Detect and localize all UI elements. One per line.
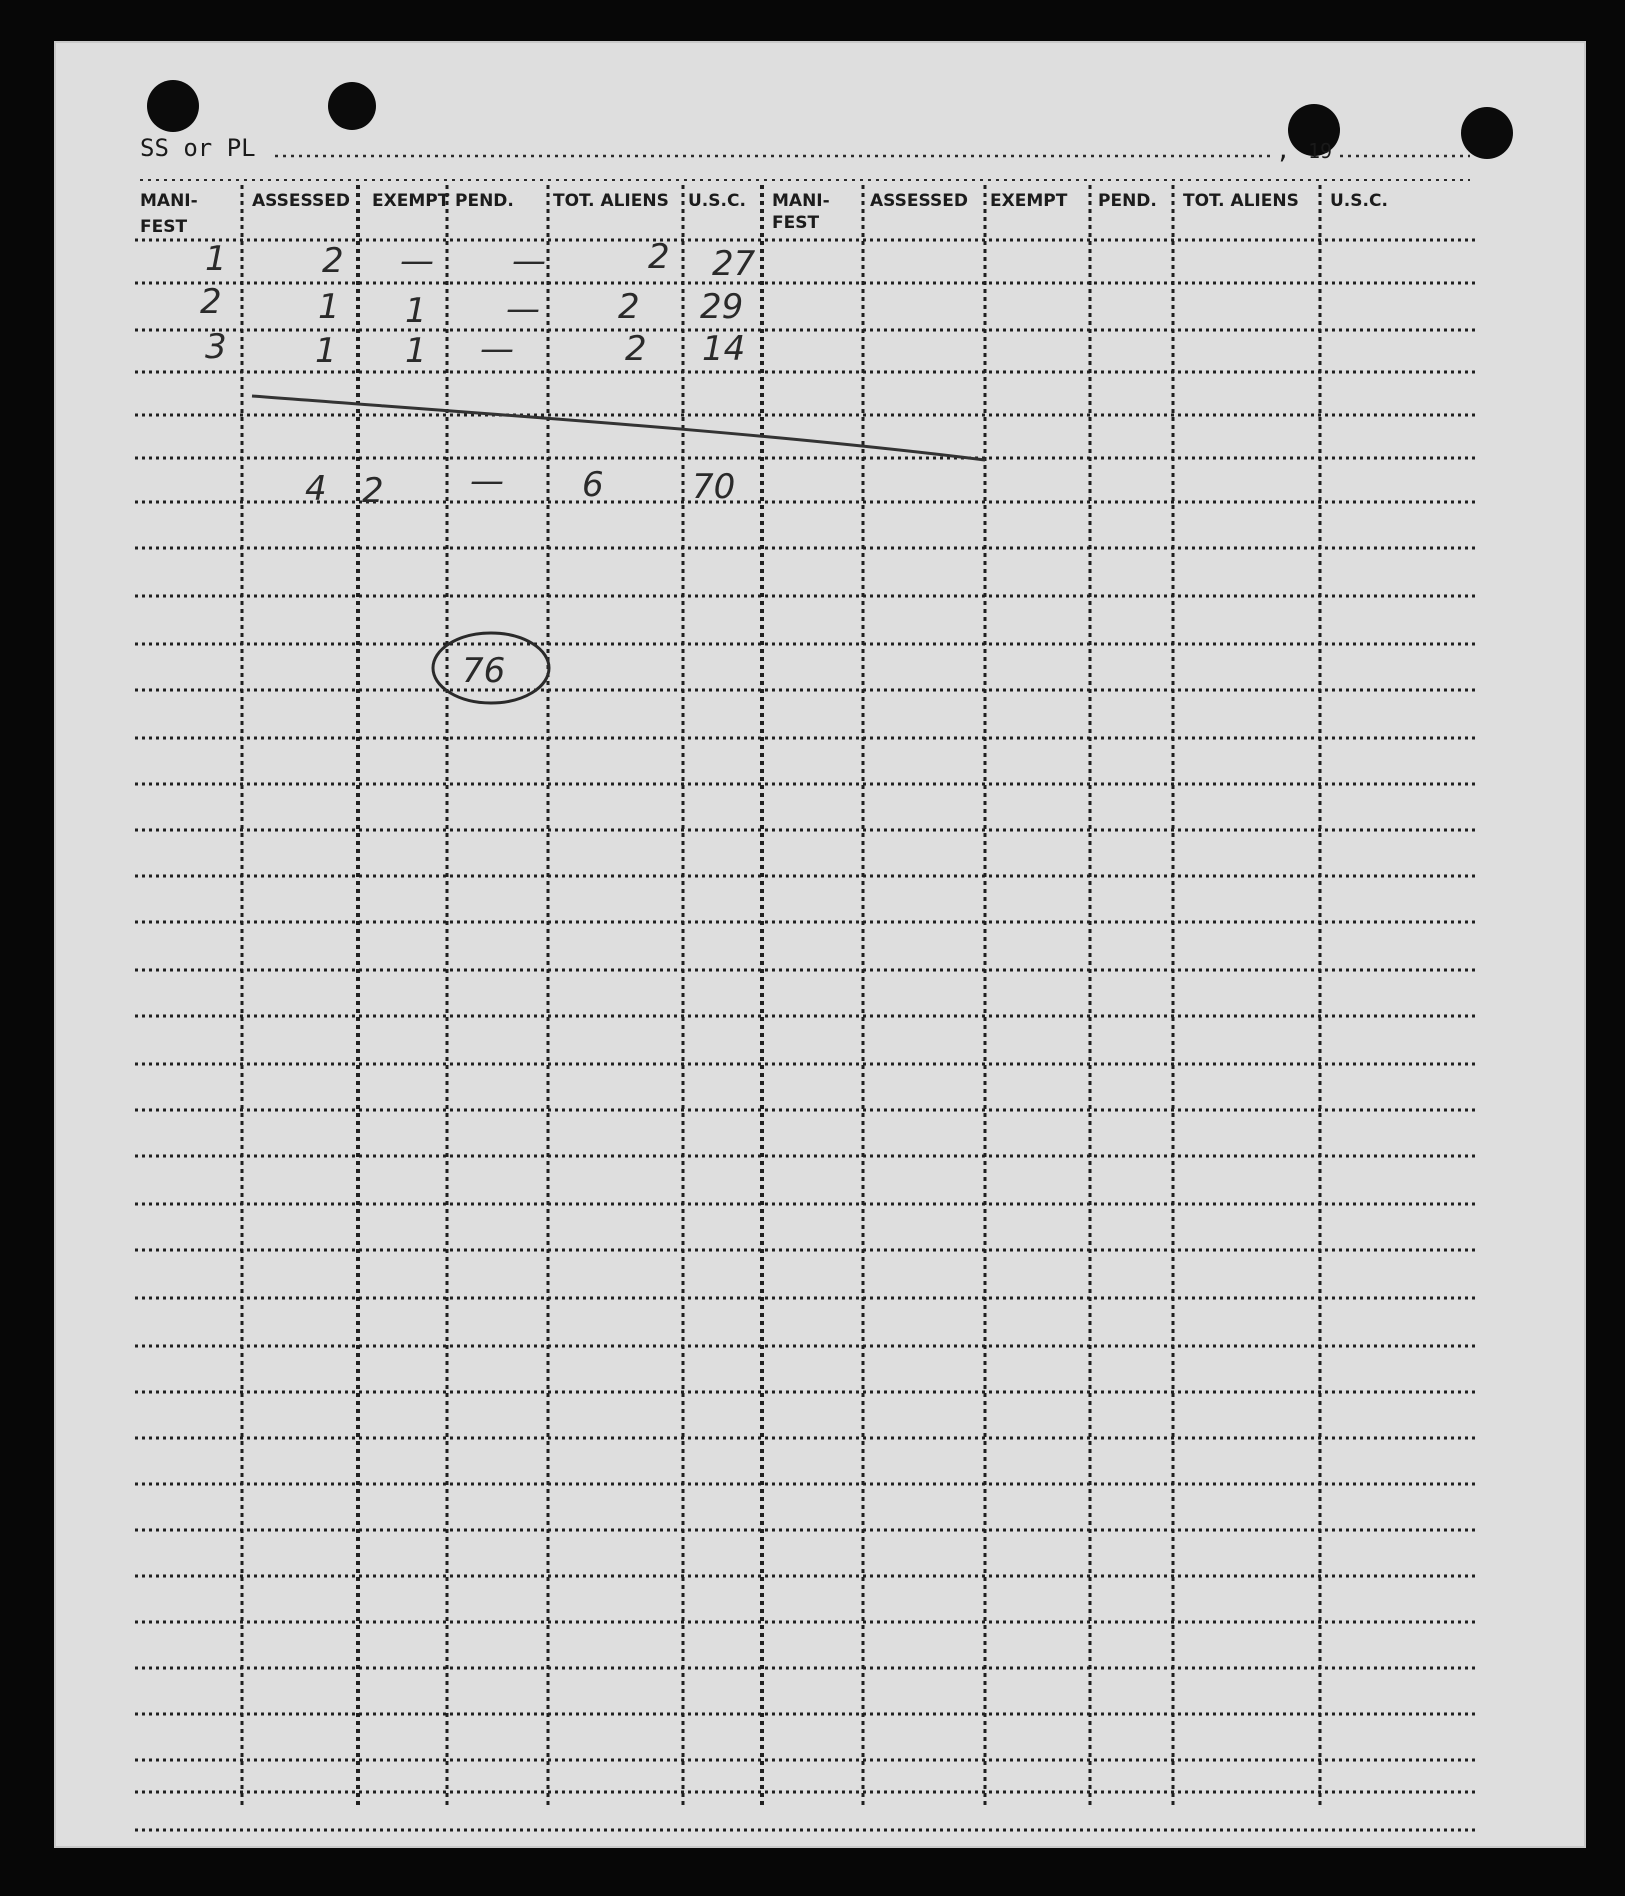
svg-text:EXEMPT: EXEMPT (990, 191, 1068, 211)
svg-text:MANI-: MANI- (140, 191, 198, 211)
svg-text:70: 70 (692, 467, 736, 507)
form-title: SS or PL (140, 134, 256, 162)
svg-text:1: 1 (318, 287, 340, 327)
svg-text:TOT. ALIENS: TOT. ALIENS (553, 191, 669, 211)
svg-text:U.S.C.: U.S.C. (1330, 191, 1388, 211)
svg-text:—: — (400, 241, 434, 281)
svg-text:EXEMPT: EXEMPT (372, 191, 450, 211)
svg-text:FEST: FEST (772, 213, 820, 233)
svg-text:3: 3 (205, 327, 227, 367)
svg-text:FEST: FEST (140, 217, 188, 237)
svg-text:—: — (512, 241, 546, 281)
svg-text:14: 14 (702, 329, 746, 369)
svg-text:—: — (470, 461, 504, 501)
svg-text:1: 1 (405, 331, 427, 371)
svg-text:—: — (480, 329, 514, 369)
svg-text:29: 29 (700, 287, 744, 327)
svg-text:TOT. ALIENS: TOT. ALIENS (1183, 191, 1299, 211)
svg-text:MANI-: MANI- (772, 191, 830, 211)
svg-text:,: , (1276, 136, 1291, 164)
svg-text:—: — (506, 289, 540, 329)
svg-text:2: 2 (200, 282, 222, 322)
svg-text:ASSESSED: ASSESSED (252, 191, 350, 211)
svg-text:1: 1 (405, 291, 427, 331)
year-label: 19 (1308, 139, 1333, 163)
svg-text:ASSESSED: ASSESSED (870, 191, 968, 211)
svg-text:6: 6 (582, 465, 604, 505)
svg-text:PEND.: PEND. (1098, 191, 1157, 211)
svg-text:1: 1 (315, 331, 337, 371)
svg-text:2: 2 (322, 241, 344, 281)
svg-text:76: 76 (462, 651, 506, 691)
svg-text:27: 27 (712, 244, 756, 284)
svg-text:2: 2 (648, 237, 670, 277)
svg-text:1: 1 (205, 239, 227, 279)
svg-text:2: 2 (618, 287, 640, 327)
svg-text:4: 4 (305, 469, 327, 509)
svg-text:PEND.: PEND. (455, 191, 514, 211)
svg-text:2: 2 (362, 471, 384, 511)
svg-text:2: 2 (625, 329, 647, 369)
svg-text:U.S.C.: U.S.C. (688, 191, 746, 211)
